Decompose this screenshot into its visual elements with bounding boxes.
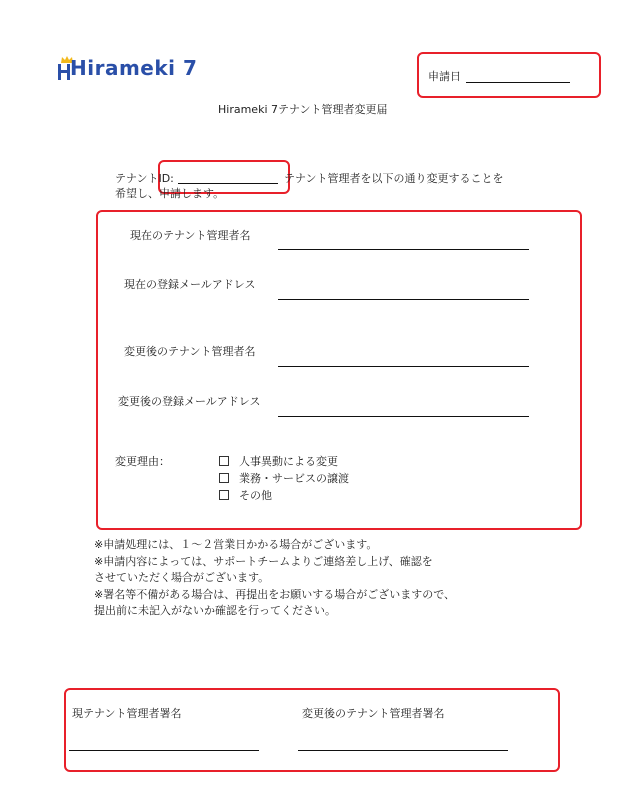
new-email-field[interactable] xyxy=(278,402,529,417)
current-email-label: 現在の登録メールアドレス xyxy=(124,278,256,291)
tenant-id-label: テナントID: xyxy=(115,172,174,185)
current-admin-name-label: 現在のテナント管理者名 xyxy=(130,229,251,242)
notes xyxy=(94,537,455,620)
reason-option-label: 人事異動による変更 xyxy=(239,455,338,468)
note-line: ※署名等不備がある場合は、再提出をお願いする場合がございますので、 xyxy=(94,587,455,601)
reason-option[interactable] xyxy=(219,487,272,503)
intro-text-line2: 希望し、申請します。 xyxy=(115,187,225,200)
reason-option[interactable] xyxy=(219,453,338,469)
current-admin-signature-label: 現テナント管理者署名 xyxy=(72,707,182,720)
reason-option[interactable] xyxy=(219,470,349,486)
checkbox-icon[interactable] xyxy=(219,456,229,466)
note-line: ※申請処理には、１～２営業日かかる場合がございます。 xyxy=(94,538,378,551)
reason-option-label: その他 xyxy=(239,489,272,502)
application-date-label: 申請日 xyxy=(428,70,461,83)
new-admin-signature-label: 変更後のテナント管理者署名 xyxy=(302,707,445,720)
new-admin-signature-field[interactable] xyxy=(298,738,508,751)
logo-text: Hirameki 7 xyxy=(70,56,198,80)
checkbox-icon[interactable] xyxy=(219,473,229,483)
reason-option-label: 業務・サービスの譲渡 xyxy=(239,472,349,485)
note-line: ※申請内容によっては、サポートチームよりご連絡差し上げ、確認を xyxy=(94,554,433,568)
application-date-field[interactable] xyxy=(466,68,570,83)
new-admin-name-field[interactable] xyxy=(278,352,529,367)
current-admin-name-field[interactable] xyxy=(278,235,529,250)
logo-mark-icon xyxy=(58,64,70,80)
tenant-id-field[interactable] xyxy=(178,170,278,184)
checkbox-icon[interactable] xyxy=(219,490,229,500)
note-line: 提出前に未記入がないか確認を行ってください。 xyxy=(94,604,336,617)
note-line: させていただく場合がございます。 xyxy=(94,571,270,584)
signature-highlight xyxy=(64,688,560,772)
new-email-label: 変更後の登録メールアドレス xyxy=(118,395,261,408)
new-admin-name-label: 変更後のテナント管理者名 xyxy=(124,345,256,358)
document-title: Hirameki 7テナント管理者変更届 xyxy=(218,103,388,116)
intro-text-line1: テナント管理者を以下の通り変更することを xyxy=(284,172,504,185)
current-email-field[interactable] xyxy=(278,285,529,300)
reason-label: 変更理由： xyxy=(115,455,170,468)
current-admin-signature-field[interactable] xyxy=(69,738,259,751)
